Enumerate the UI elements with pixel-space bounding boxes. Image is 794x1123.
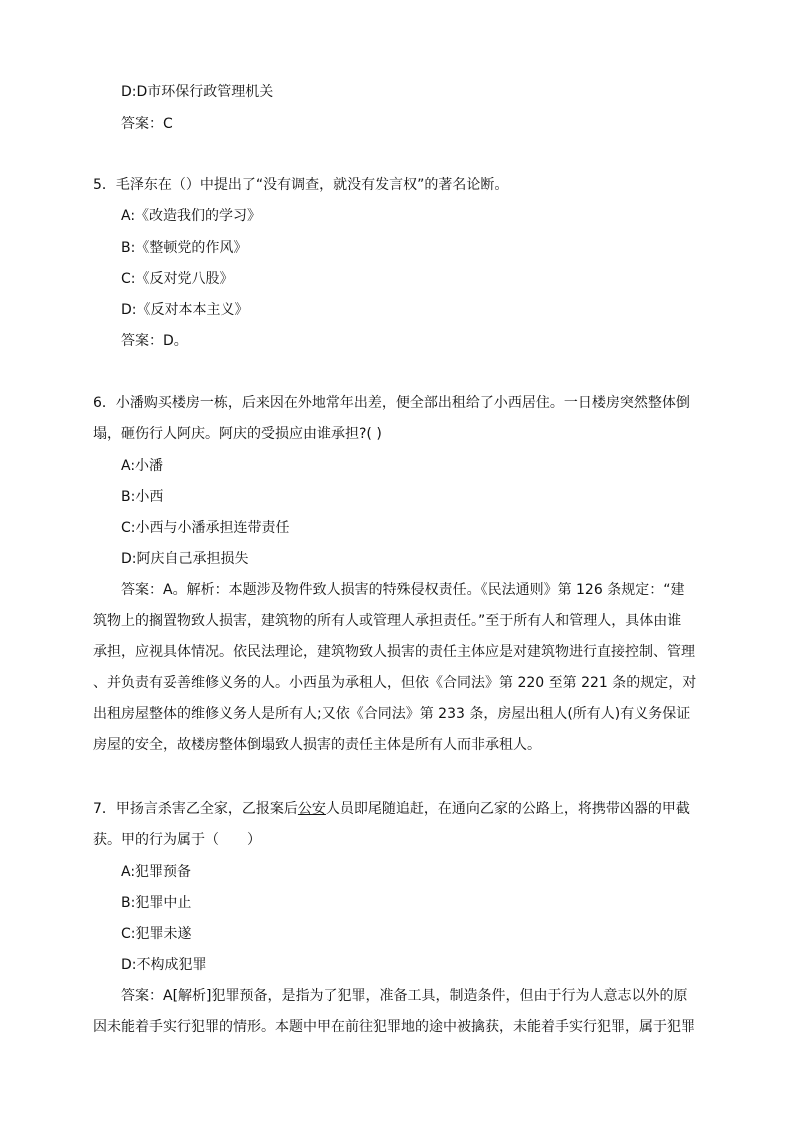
q4-option-d: D:D市环保行政管理机关 [121,84,274,100]
q7-option-d: D:不构成犯罪 [121,957,207,973]
q6-answer-line1: 答案：A。解析：本题涉及物件致人损害的特殊侵权责任。《民法通则》第 126 条规定：“建 [121,582,685,598]
q5-stem: 5．毛泽东在（）中提出了“没有调查，就没有发言权”的著名论断。 [93,177,509,193]
q6-stem-line2: 塌，砸伤行人阿庆。阿庆的受损应由谁承担?( ) [93,426,382,442]
q6-answer-line4: 、并负责有妥善维修义务的人。小西虽为承租人，但依《合同法》第 220 至第 221 条的规定，对 [93,675,697,691]
q5-option-c: C:《反对党八股》 [121,271,234,287]
q7-option-b: B:犯罪中止 [121,895,192,911]
q7-stem-line1-after: 人员即尾随追赶，在通向乙家的公路上，将携带凶器的甲截 [325,801,690,817]
q7-stem-line2: 获。甲的行为属于（ ） [93,832,261,848]
q6-answer-line3: 承担，应视具体情况。依民法理论，建筑物致人损害的责任主体应是对建筑物进行直接控制、管理 [93,644,695,660]
q6-option-a: A:小潘 [121,458,164,474]
q6-stem-line1: 6．小潘购买楼房一栋，后来因在外地常年出差，便全部出租给了小西居住。一日楼房突然整体倒 [93,395,690,411]
q7-stem-line1 [93,799,690,819]
q6-option-d: D:阿庆自己承担损失 [121,551,249,567]
q4-answer: 答案：C [121,116,173,132]
q6-answer-line5: 出租房屋整体的维修义务人是所有人;又依《合同法》第 233 条，房屋出租人(所有人)有义务保证 [93,706,691,722]
q5-option-b: B:《整顿党的作风》 [121,240,248,256]
q7-answer-line2: 因未能着手实行犯罪的情形。本题中甲在前往犯罪地的途中被擒获，未能着手实行犯罪，属于犯罪 [93,1019,695,1035]
q6-option-c: C:小西与小潘承担连带责任 [121,520,290,536]
q5-answer: 答案：D。 [121,333,188,349]
q7-option-c: C:犯罪未遂 [121,926,192,942]
q7-stem-line1-before: 7．甲扬言杀害乙全家，乙报案后 [93,801,298,817]
q5-option-d: D:《反对本本主义》 [121,302,249,318]
q6-answer-line6: 房屋的安全，故楼房整体倒塌致人损害的责任主体是所有人而非承租人。 [93,737,541,753]
q7-option-a: A:犯罪预备 [121,864,192,880]
q6-answer-line2: 筑物上的搁置物致人损害，建筑物的所有人或管理人承担责任。”至于所有人和管理人，具体由谁 [93,613,682,629]
q7-public-security-link[interactable]: 公安 [297,801,326,817]
q7-answer-line1: 答案：A[解析]犯罪预备，是指为了犯罪，准备工具，制造条件，但由于行为人意志以外的原 [121,988,688,1004]
q6-option-b: B:小西 [121,489,164,505]
q5-option-a: A:《改造我们的学习》 [121,208,262,224]
